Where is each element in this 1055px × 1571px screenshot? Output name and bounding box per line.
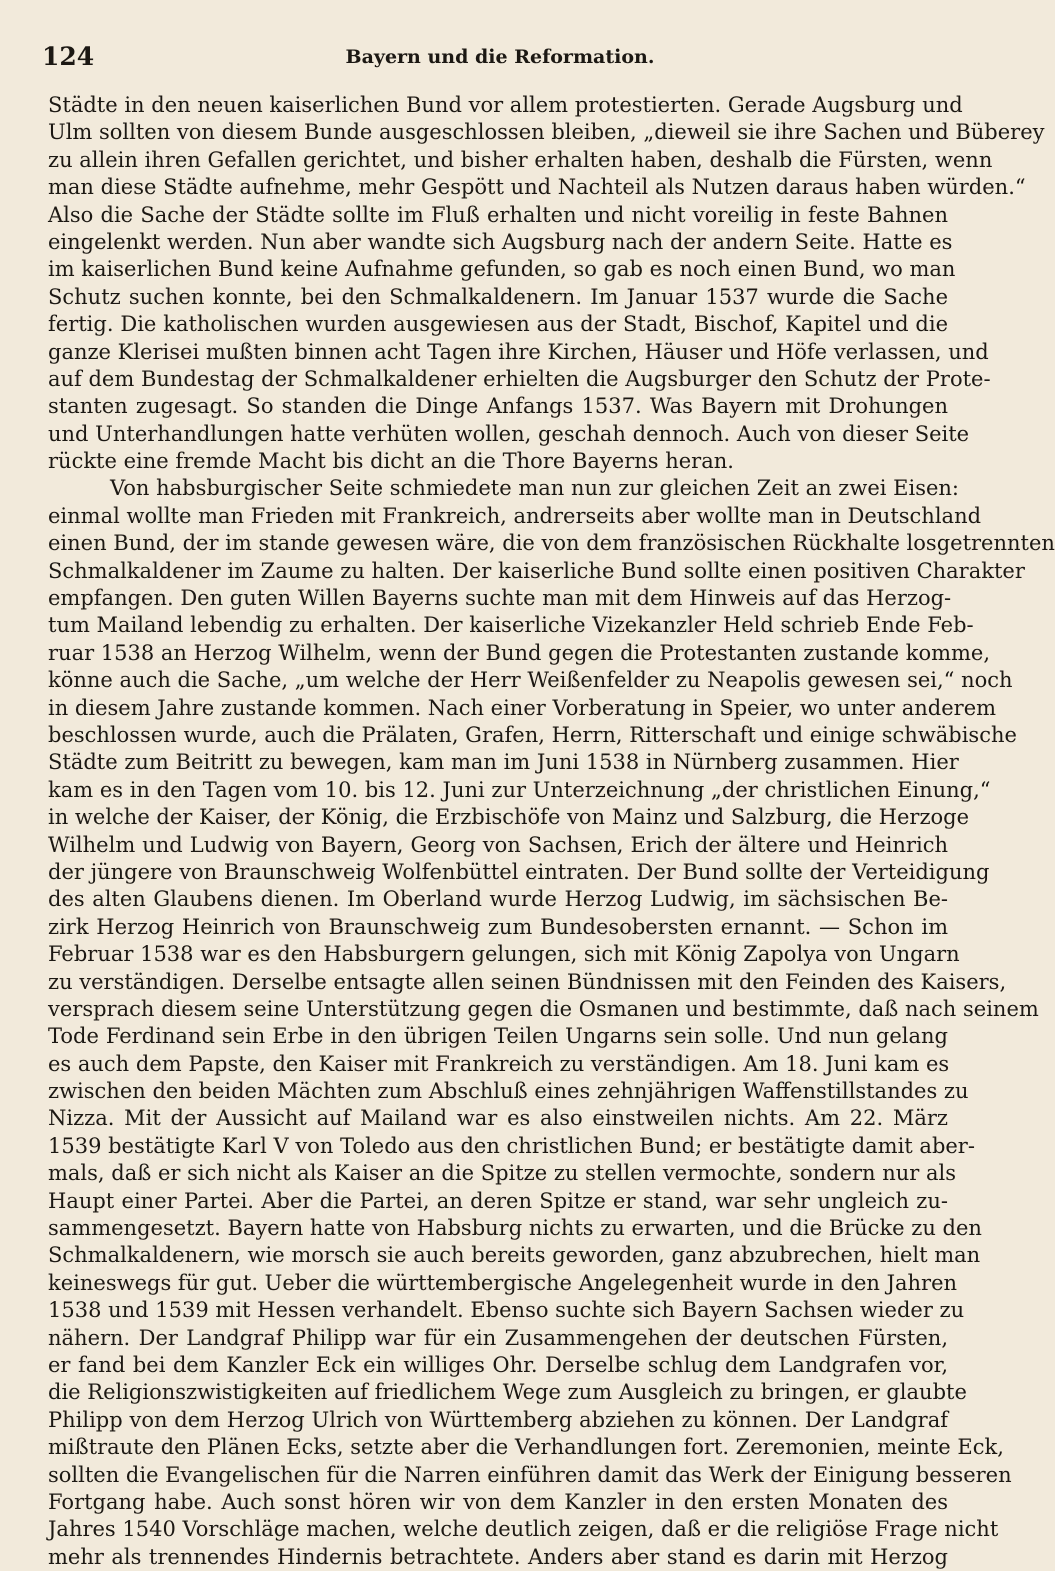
- text-line: in diesem Jahre zustande kommen. Nach einer Vorberatung in Speier, wo unter anderem: [48, 695, 997, 720]
- text-line: sammengesetzt. Bayern hatte von Habsburg nichts zu erwarten, und die Brücke zu den: [48, 1216, 982, 1241]
- text-line: Städte zum Beitritt zu bewegen, kam man im Juni 1538 in Nürnberg zusammen. Hier: [48, 750, 959, 775]
- text-line: Februar 1538 war es den Habsburgern gelungen, sich mit König Zapolya von Ungarn: [48, 942, 960, 967]
- text-line: des alten Glaubens dienen. Im Oberland wurde Herzog Ludwig, im sächsischen Be-: [48, 887, 948, 912]
- text-line: versprach diesem seine Unterstützung gegen die Osmanen und bestimmte, daß nach seinem: [48, 996, 1039, 1021]
- text-line: empfangen. Den guten Willen Bayerns suchte man mit dem Hinweis auf das Herzog-: [48, 586, 952, 611]
- text-line: zirk Herzog Heinrich von Braunschweig zum Bundesobersten ernannt. — Schon im: [48, 914, 948, 939]
- text-line: mals, daß er sich nicht als Kaiser an die Spitze zu stellen vermochte, sondern nur als: [48, 1161, 957, 1186]
- text-line: zu allein ihren Gefallen gerichtet, und bisher erhalten haben, deshalb die Fürsten, wenn: [48, 147, 993, 172]
- text-line: auf dem Bundestag der Schmalkaldener erhielten die Augsburger den Schutz der Prote-: [48, 366, 991, 391]
- text-line: in welche der Kaiser, der König, die Erzbischöfe von Mainz und Salzburg, die Herzoge: [48, 805, 970, 830]
- text-line: zu verständigen. Derselbe entsagte allen seinen Bündnissen mit den Feinden des Kaisers,: [48, 969, 1007, 994]
- text-line: die Religionszwistigkeiten auf friedlichem Wege zum Ausgleich zu bringen, er glaubte: [48, 1380, 967, 1405]
- text-line: ruar 1538 an Herzog Wilhelm, wenn der Bund gegen die Protestanten zustande komme,: [48, 640, 991, 665]
- text-line: mehr als trennendes Hindernis betrachtete. Anders aber stand es darin mit Herzog: [48, 1544, 948, 1569]
- text-line: 1539 bestätigte Karl V von Toledo aus den christlichen Bund; er bestätigte damit aber-: [48, 1133, 975, 1158]
- paragraph: [48, 92, 1045, 475]
- text-line: sollten die Evangelischen für die Narren einführen damit das Werk der Einigung besseren: [48, 1462, 1012, 1487]
- text-line: Schutz suchen konnte, bei den Schmalkaldenern. Im Januar 1537 wurde die Sache: [48, 284, 948, 309]
- text-line: zwischen den beiden Mächten zum Abschluß eines zehnjährigen Waffenstillstandes zu: [48, 1079, 969, 1104]
- text-line: keineswegs für gut. Ueber die württembergische Angelegenheit wurde in den Jahren: [48, 1270, 958, 1295]
- text-line: eingelenkt werden. Nun aber wandte sich Augsburg nach der andern Seite. Hatte es: [48, 229, 953, 254]
- text-line: rückte eine fremde Macht bis dicht an die Thore Bayerns heran.: [48, 449, 734, 474]
- text-line: Philipp von dem Herzog Ulrich von Württemberg abziehen zu können. Der Landgraf: [48, 1407, 948, 1432]
- text-line: tum Mailand lebendig zu erhalten. Der kaiserliche Vizekanzler Held schrieb Ende Feb-: [48, 613, 974, 638]
- text-line: Tode Ferdinand sein Erbe in den übrigen Teilen Ungarns sein solle. Und nun gelang: [48, 1024, 948, 1049]
- text-line: beschlossen wurde, auch die Prälaten, Grafen, Herrn, Ritterschaft und einige schwäbische: [48, 722, 1017, 747]
- text-line: einen Bund, der im stande gewesen wäre, die von dem französischen Rückhalte losgetrennten: [48, 531, 1055, 556]
- text-line: im kaiserlichen Bund keine Aufnahme gefunden, so gab es noch einen Bund, wo man: [48, 257, 956, 282]
- text-line: mißtraute den Plänen Ecks, setzte aber die Verhandlungen fort. Zeremonien, meinte Eck,: [48, 1435, 1004, 1460]
- text-line: Also die Sache der Städte sollte im Fluß erhalten und nicht voreilig in feste Bahnen: [48, 202, 948, 227]
- text-line: Haupt einer Partei. Aber die Partei, an deren Spitze er stand, war sehr ungleich zu-: [48, 1188, 948, 1213]
- text-line: Ulm sollten von diesem Bunde ausgeschlossen bleiben, „dieweil sie ihre Sachen und Büberey: [48, 120, 1045, 145]
- text-line: er fand bei dem Kanzler Eck ein williges Ohr. Derselbe schlug dem Landgrafen vor,: [48, 1352, 948, 1377]
- text-line: der jüngere von Braunschweig Wolfenbüttel eintraten. Der Bund sollte der Verteidigung: [48, 859, 990, 884]
- text-line: man diese Städte aufnehme, mehr Gespött und Nachteil als Nutzen daraus haben würden.“: [48, 175, 1026, 200]
- text-line: Von habsburgischer Seite schmiedete man nun zur gleichen Zeit an zwei Eisen:: [110, 476, 960, 501]
- text-line: nähern. Der Landgraf Philipp war für ein Zusammengehen der deutschen Fürsten,: [48, 1325, 948, 1350]
- text-line: stanten zugesagt. So standen die Dinge Anfangs 1537. Was Bayern mit Drohungen: [48, 394, 948, 419]
- text-line: Schmalkaldener im Zaume zu halten. Der kaiserliche Bund sollte einen positiven Charakter: [48, 558, 1025, 583]
- text-line: könne auch die Sache, „um welche der Herr Weißenfelder zu Neapolis gewesen sei,“ noch: [48, 668, 1013, 693]
- text-line: Nizza. Mit der Aussicht auf Mailand war es also einstweilen nichts. Am 22. März: [48, 1106, 948, 1131]
- running-title: Bayern und die Reformation.: [345, 46, 655, 68]
- text-line: kam es in den Tagen vom 10. bis 12. Juni zur Unterzeichnung „der christlichen Einung,“: [48, 777, 991, 802]
- text-line: Wilhelm und Ludwig von Bayern, Georg von Sachsen, Erich der ältere und Heinrich: [48, 832, 948, 857]
- text-line: es auch dem Papste, den Kaiser mit Frankreich zu verständigen. Am 18. Juni kam es: [48, 1051, 950, 1076]
- paragraph: [48, 475, 1055, 1571]
- text-line: Jahres 1540 Vorschläge machen, welche deutlich zeigen, daß er die religiöse Frage nicht: [48, 1517, 999, 1542]
- page-header: [0, 38, 1000, 78]
- text-line: fertig. Die katholischen wurden ausgewiesen aus der Stadt, Bischof, Kapitel und die: [48, 312, 948, 337]
- text-line: Städte in den neuen kaiserlichen Bund vor allem protestierten. Gerade Augsburg und: [48, 93, 963, 117]
- text-line: 1538 und 1539 mit Hessen verhandelt. Ebenso suchte sich Bayern Sachsen wieder zu: [48, 1298, 965, 1323]
- text-line: und Unterhandlungen hatte verhüten wollen, geschah dennoch. Auch von dieser Seite: [48, 421, 970, 446]
- body-text: [48, 92, 1055, 1571]
- text-line: ganze Klerisei mußten binnen acht Tagen ihre Kirchen, Häuser und Höfe verlassen, und: [48, 339, 989, 364]
- page-number: 124: [42, 42, 95, 71]
- text-line: Schmalkaldenern, wie morsch sie auch bereits geworden, ganz abzubrechen, hielt man: [48, 1243, 981, 1268]
- text-line: Fortgang habe. Auch sonst hören wir von dem Kanzler in den ersten Monaten des: [48, 1489, 948, 1514]
- text-line: einmal wollte man Frieden mit Frankreich, andrerseits aber wollte man in Deutschland: [48, 503, 982, 528]
